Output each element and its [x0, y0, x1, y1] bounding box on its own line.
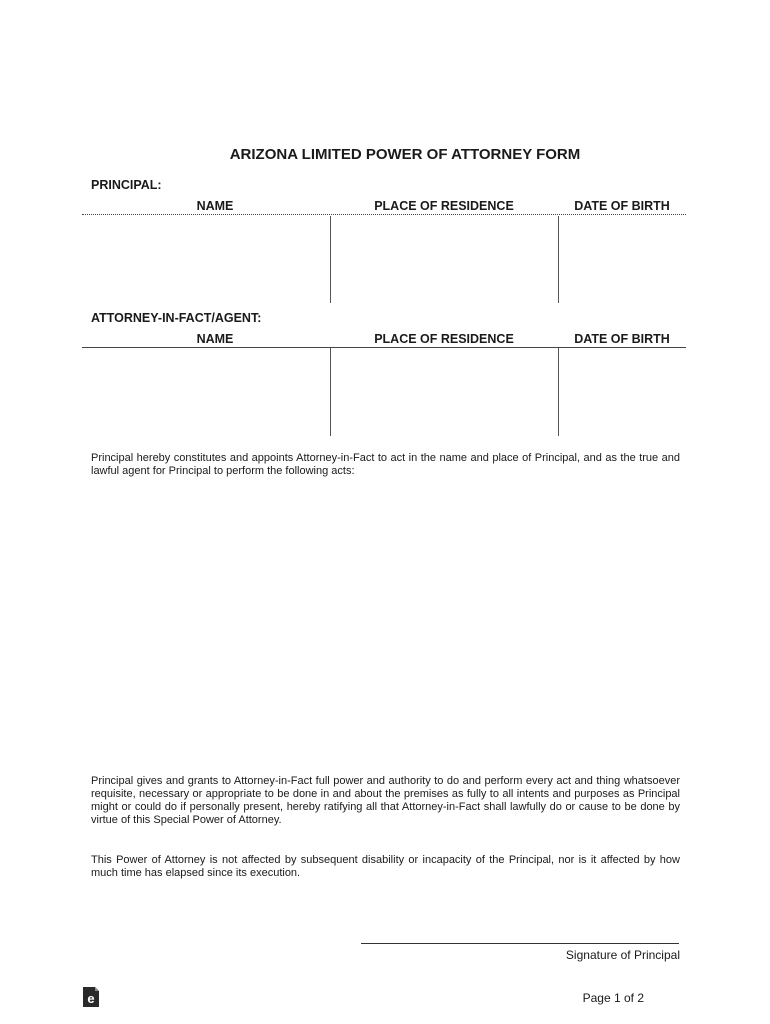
principal-residence-header: PLACE OF RESIDENCE — [374, 199, 514, 213]
acts-field[interactable] — [91, 486, 680, 766]
durability-paragraph: This Power of Attorney is not affected by subsequent disability or incapacity of the Principal, nor is it affected by how much time has elapsed since its execution. — [91, 854, 680, 879]
agent-name-field[interactable] — [82, 348, 329, 435]
agent-label: ATTORNEY-IN-FACT/AGENT: — [91, 311, 262, 325]
principal-label: PRINCIPAL: — [91, 178, 162, 192]
principal-header-rule — [82, 214, 686, 215]
eforms-logo-icon — [82, 984, 100, 1008]
grant-paragraph: Principal gives and grants to Attorney-in-Fact full power and authority to do and perform every act and thing whatsoever requisite, necessary or appropriate to be done in and about the premises as fully to all intents and purposes as Principal might or could do if personally present, hereby ratifying all that Attorney-in-Fact shall lawfully do or cause to be done by virtue of this Special Power of Attorney. — [91, 775, 680, 826]
page-number: Page 1 of 2 — [582, 991, 644, 1005]
appointment-paragraph: Principal hereby constitutes and appoints Attorney-in-Fact to act in the name and place of Principal, and as the true and lawful agent for Principal to perform the following acts: — [91, 452, 680, 477]
signature-label: Signature of Principal — [565, 948, 680, 962]
agent-residence-header: PLACE OF RESIDENCE — [374, 332, 514, 346]
agent-dob-header: DATE OF BIRTH — [574, 332, 670, 346]
principal-dob-header: DATE OF BIRTH — [574, 199, 670, 213]
signature-line[interactable] — [361, 943, 679, 944]
agent-residence-field[interactable] — [331, 348, 557, 435]
eforms-logo-letter: e — [87, 991, 95, 1006]
agent-dob-field[interactable] — [559, 348, 686, 435]
principal-residence-field[interactable] — [331, 216, 557, 302]
form-title: ARIZONA LIMITED POWER OF ATTORNEY FORM — [229, 146, 581, 163]
principal-dob-field[interactable] — [559, 216, 686, 302]
principal-name-field[interactable] — [82, 216, 329, 302]
agent-name-header: NAME — [196, 332, 234, 346]
principal-name-header: NAME — [196, 199, 234, 213]
